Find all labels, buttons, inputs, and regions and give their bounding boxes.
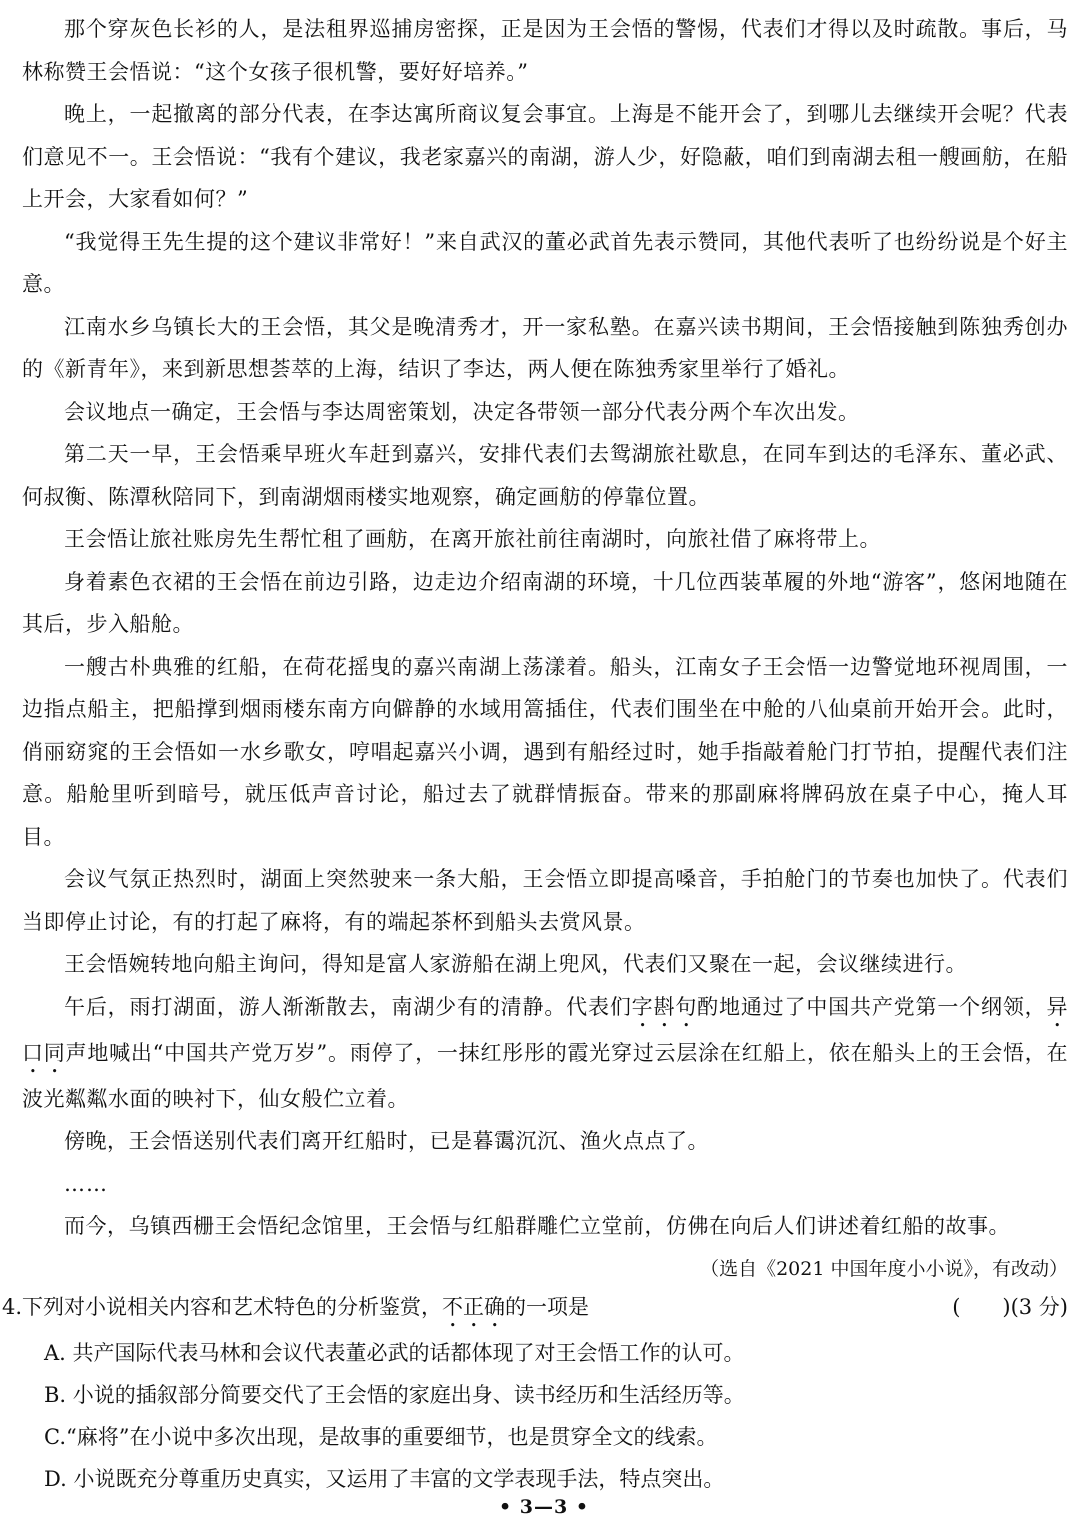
paragraph-2: 晚上，一起撤离的部分代表，在李达寓所商议复会事宜。上海是不能开会了，到哪儿去继续开会呢？代表们意见不一。王会悟说：“我有个建议，我老家嘉兴的南湖，游人少，好隐蔽，咱们到南湖去租一艘画舫，在船上开会，大家看如何？” [22,102,1068,211]
paragraph-4: 江南水乡乌镇长大的王会悟，其父是晚清秀才，开一家私塾。在嘉兴读书期间，王会悟接触到陈独秀创办的《新青年》，来到新思想荟萃的上海，结识了李达，两人便在陈独秀家里举行了婚礼。 [22,314,1068,381]
question-stem [2,1288,1068,1332]
answer-blank-score[interactable]: ( )(3 分) [952,1294,1068,1319]
emphasized-phrase-2: 异口同 [22,994,1069,1065]
reading-passage [22,8,1068,1288]
option-b[interactable]: B. 小说的插叙部分简要交代了王会悟的家庭出身、读书经历和生活经历等。 [44,1382,745,1407]
paragraph-1: 那个穿灰色长衫的人，是法租界巡捕房密探，正是因为王会悟的警惕，代表们才得以及时疏散。事后，马林称赞王会悟说：“这个女孩子很机警，要好好培养。” [22,17,1068,84]
source-citation: （选自《2021 中国年度小小说》，有改动） [700,1257,1068,1280]
paragraph-12-text-a: 午后，雨打湖面，游人渐渐散去，南湖少有的清静。代表们 [64,994,632,1019]
emphasized-not-correct: 不正确 [442,1294,506,1319]
question-stem-text-a: 下列对小说相关内容和艺术特色的分析鉴赏， [22,1294,443,1319]
paragraph-11: 王会悟婉转地向船主询问，得知是富人家游船在湖上兜风，代表们又聚在一起，会议继续进行。 [64,952,967,976]
page-number: • 3—3 • [499,1496,589,1518]
paragraph-3: “我觉得王先生提的这个建议非常好！”来自武汉的董必武首先表示赞同，其他代表听了也纷纷说是个好主意。 [22,229,1068,296]
paragraph-5: 会议地点一确定，王会悟与李达周密策划，决定各带领一部分代表分两个车次出发。 [64,399,860,424]
paragraph-8: 身着素色衣裙的王会悟在前边引路，边走边介绍南湖的环境，十几位西装革履的外地“游客”，悠闲地随在其后，步入船舱。 [22,569,1068,636]
paragraph-13: 傍晚，王会悟送别代表们离开红船时，已是暮霭沉沉、渔火点点了。 [64,1129,709,1153]
exam-page [2,8,1069,1500]
option-c[interactable]: C.“麻将”在小说中多次出现，是故事的重要细节，也是贯穿全文的线索。 [44,1424,718,1449]
paragraph-9: 一艘古朴典雅的红船，在荷花摇曳的嘉兴南湖上荡漾着。船头，江南女子王会悟一边警觉地环视周围，一边指点船主，把船撑到烟雨楼东南方向僻静的水域用篙插住，代表们围坐在中舱的八仙桌前开始开会。此时，俏丽窈窕的王会悟如一水乡歌女，哼唱起嘉兴小调，遇到有船经过时，她手指敲着舱门打节拍，提醒代表们注意。船舱里听到暗号，就压低声音讨论，船过去了就群情振奋。带来的那副麻将牌码放在桌子中心，掩人耳目。 [22,654,1068,849]
paragraph-10: 会议气氛正热烈时，湖面上突然驶来一条大船，王会悟立即提高嗓音，手拍舱门的节奏也加快了。代表们当即停止讨论，有的打起了麻将，有的端起茶杯到船头去赏风景。 [22,867,1068,934]
answer-options [22,1332,1068,1500]
paragraph-7: 王会悟让旅社账房先生帮忙租了画舫，在离开旅社前往南湖时，向旅社借了麻将带上。 [64,527,881,551]
paragraph-12-text-b: 酌地通过了中国共产党第一个纲领， [697,994,1047,1019]
option-a[interactable]: A. 共产国际代表马林和会议代表董必武的话都体现了对王会悟工作的认可。 [44,1340,745,1365]
question-number: 4. [2,1294,23,1319]
paragraph-14: 而今，乌镇西栅王会悟纪念馆里，王会悟与红船群雕伫立堂前，仿佛在向后人们讲述着红船的故事。 [64,1214,1010,1238]
ellipsis: …… [64,1171,108,1196]
paragraph-12 [22,986,1068,1121]
paragraph-12-text-c: 声地喊出“中国共产党万岁”。雨停了，一抹红彤彤的霞光穿过云层涂在红船上，依在船头上的王会悟，在波光粼粼水面的映衬下，仙女般伫立着。 [22,1040,1069,1111]
question-stem-text-b: 的一项是 [505,1294,590,1319]
paragraph-6: 第二天一早，王会悟乘早班火车赶到嘉兴，安排代表们去鸳湖旅社歇息，在同车到达的毛泽东、董必武、何叔衡、陈潭秋陪同下，到南湖烟雨楼实地观察，确定画舫的停靠位置。 [22,442,1068,509]
emphasized-phrase-1: 字斟句 [631,994,698,1019]
question-4 [2,1288,1068,1500]
option-d[interactable]: D. 小说既充分尊重历史真实，又运用了丰富的文学表现手法，特点突出。 [44,1466,725,1491]
